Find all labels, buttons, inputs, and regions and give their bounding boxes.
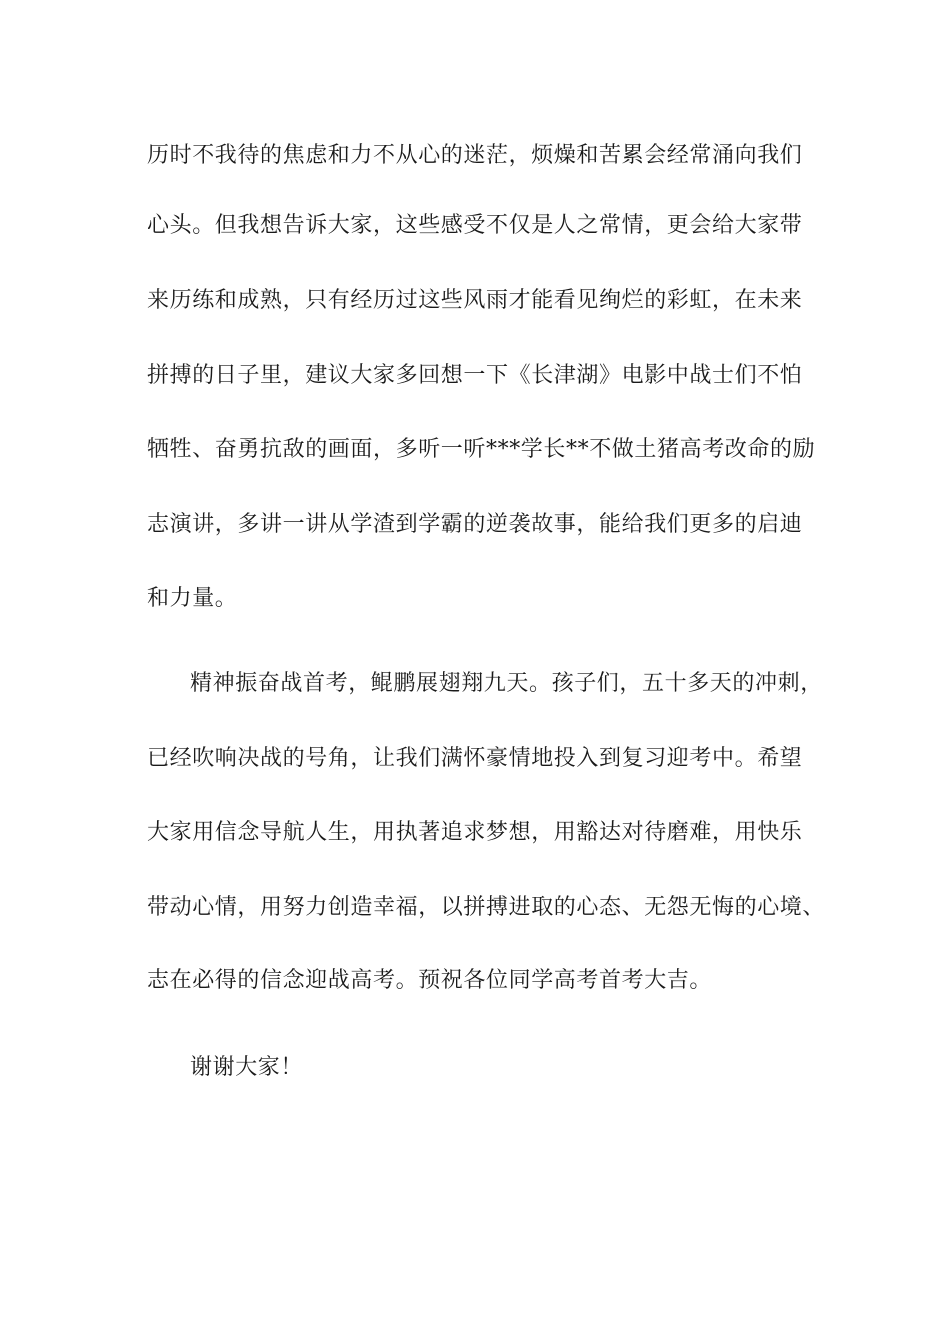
paragraph-1-line-3: 来历练和成熟，只有经历过这些风雨才能看见绚烂的彩虹，在未来 (147, 288, 803, 313)
paragraph-2-line-4: 带动心情，用努力创造幸福，以拼搏进取的心态、无怨无悔的心境、 (147, 895, 826, 920)
paragraph-1-line-4: 拼搏的日子里，建议大家多回想一下《长津湖》电影中战士们不怕 (147, 363, 803, 388)
closing-line: 谢谢大家！ (190, 1055, 304, 1080)
paragraph-1-line-6: 志演讲，多讲一讲从学渣到学霸的逆袭故事，能给我们更多的启迪 (147, 512, 803, 537)
paragraph-1-line-1: 历时不我待的焦虑和力不从心的迷茫，烦燥和苦累会经常涌向我们 (147, 143, 803, 168)
paragraph-2-line-1: 精神振奋战首考，鲲鹏展翅翔九天。孩子们，五十多天的冲刺， (190, 671, 823, 696)
paragraph-2-line-3: 大家用信念导航人生，用执著追求梦想，用豁达对待磨难，用快乐 (147, 820, 803, 845)
paragraph-2-line-5: 志在必得的信念迎战高考。预祝各位同学高考首考大吉。 (147, 968, 713, 993)
paragraph-1-line-2: 心头。但我想告诉大家，这些感受不仅是人之常情，更会给大家带 (147, 213, 803, 238)
paragraph-1-line-5: 牺牲、奋勇抗敌的画面，多听一听***学长**不做土猪高考改命的励 (147, 437, 816, 462)
paragraph-1-line-7: 和力量。 (147, 586, 238, 611)
paragraph-2-line-2: 已经吹响决战的号角，让我们满怀豪情地投入到复习迎考中。希望 (147, 746, 803, 771)
